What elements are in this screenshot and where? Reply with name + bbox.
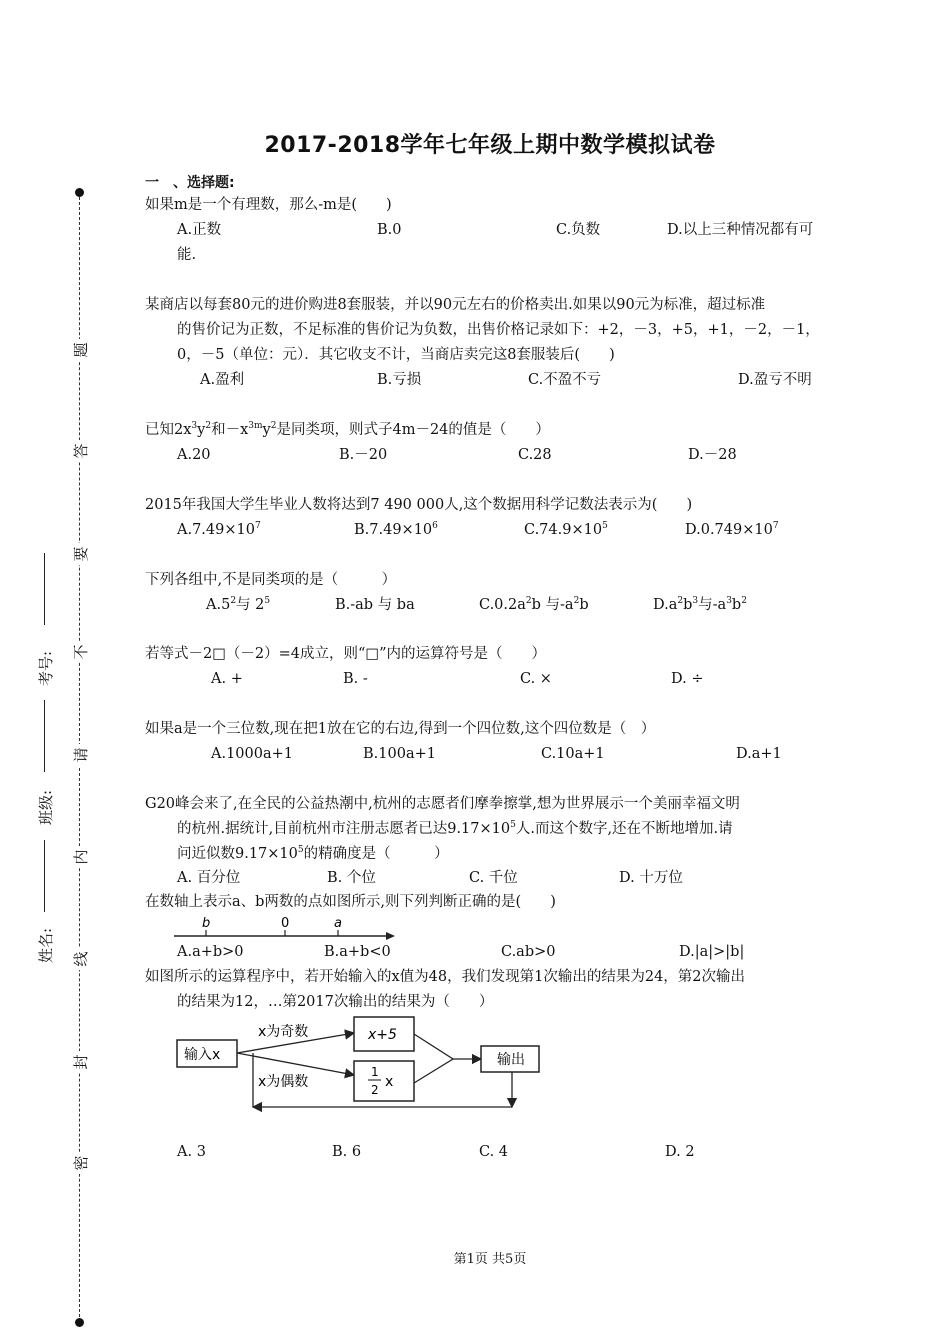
- question-1: [145, 193, 845, 218]
- option-b: B.0: [377, 222, 402, 238]
- option-b: B.－20: [339, 447, 388, 463]
- option-c: $C.0.2a^2b$ 与$-a^2b$: [479, 596, 589, 613]
- even-operation-box: [354, 1061, 414, 1101]
- page-title: 2017-2018学年七年级上期中数学模拟试卷: [264, 133, 716, 158]
- page-footer: 第1页 共5页: [453, 1252, 527, 1267]
- exam-number-blank: [44, 553, 45, 625]
- class-blank: [44, 700, 45, 772]
- option-b: B. 6: [332, 1144, 362, 1160]
- question-7: [145, 717, 845, 742]
- option-c: C.负数: [556, 222, 601, 238]
- question-text: 如果m是一个有理数，那么-m是( ): [145, 197, 392, 213]
- question-text: 在数轴上表示a、b两数的点如图所示,则下列判断正确的是( ): [145, 894, 556, 910]
- option-a: $A.7.49\times 10^7$: [177, 521, 261, 538]
- flowchart-figure: [170, 1013, 550, 1118]
- even-fraction-num: 1: [371, 1065, 379, 1079]
- name-blank: [44, 840, 45, 912]
- odd-condition: x为奇数: [258, 1024, 309, 1040]
- option-d: D.a+1: [736, 746, 782, 762]
- option-a: A.20: [177, 447, 211, 463]
- option-d: D.盈亏不明: [738, 372, 812, 388]
- question-text: 若等式－2□（－2）=4成立，则“□”内的运算符号是（ ）: [145, 646, 547, 662]
- option-d-continuation: 能.: [177, 247, 197, 263]
- option-c: C.不盈不亏: [528, 372, 602, 388]
- option-b: B.a+b<0: [324, 944, 391, 960]
- question-text: 如图所示的运算程序中，若开始输入的x值为48，我们发现第1次输出的结果为24，第2次输出: [145, 969, 746, 985]
- option-d: D. ÷: [671, 671, 704, 687]
- seal-char: 密: [70, 1152, 92, 1174]
- option-d: D.|a|>|b|: [679, 944, 745, 960]
- question-text-cont: 的杭州.据统计,目前杭州市注册志愿者已达$9.17\times 10^5$人.而这个数字,还在不断地增加.请: [177, 820, 733, 837]
- option-c: C. 4: [479, 1144, 509, 1160]
- seal-char: 请: [70, 744, 92, 766]
- question-text: 2015年我国大学生毕业人数将达到7 490 000人,这个数据用科学记数法表示为( ): [145, 497, 693, 513]
- section-heading: 一 、选择题:: [145, 175, 235, 191]
- odd-operation: x+5: [368, 1027, 397, 1043]
- question-2: [145, 293, 845, 368]
- option-a: A.正数: [177, 222, 222, 238]
- question-8: [145, 792, 845, 867]
- even-condition: x为偶数: [258, 1074, 309, 1090]
- number-line-arrow: [386, 932, 395, 940]
- option-c: $C.74.9\times 10^5$: [524, 521, 608, 538]
- question-6: [145, 642, 845, 667]
- option-d: $D.a^2b^3$与$-a^3b^2$: [653, 596, 747, 613]
- question-1-options: [177, 218, 857, 243]
- seal-char: 题: [70, 339, 92, 361]
- option-b: B. 个位: [327, 870, 376, 886]
- question-text-cont: 的结果为12，…第2017次输出的结果为（ ）: [177, 994, 494, 1010]
- question-text: 如果a是一个三位数,现在把1放在它的右边,得到一个四位数,这个四位数是（ ）: [145, 721, 656, 737]
- label-a: a: [334, 916, 342, 931]
- option-d: D. 2: [665, 1144, 695, 1160]
- option-d: D.以上三种情况都有可: [667, 222, 814, 238]
- option-d: $D.0.749\times 10^7$: [685, 521, 779, 538]
- number-line-figure: [172, 915, 397, 943]
- question-text: G20峰会来了,在全民的公益热潮中,杭州的志愿者们摩拳擦掌,想为世界展示一个美丽幸福文明: [145, 796, 740, 812]
- binding-dot-top: [75, 188, 84, 197]
- class-label: 班级:: [37, 789, 56, 826]
- question-text-cont: 0，－5（单位：元）．其它收支不计，当商店卖完这8套服装后( ): [177, 347, 615, 363]
- option-b: B.-ab 与 ba: [335, 597, 415, 613]
- option-a: A. 3: [177, 1144, 206, 1160]
- option-d: D.－28: [688, 447, 737, 463]
- option-b: $B.7.49\times 10^6$: [354, 521, 438, 538]
- question-5: [145, 568, 845, 593]
- question-text: 已知$2x^3y^2$和$-x^{3m}y^2$是同类项，则式子4m－24的值是（ ）: [145, 421, 550, 438]
- option-b: B. -: [343, 671, 368, 687]
- option-a: A.1000a+1: [211, 746, 294, 762]
- seal-char: 要: [70, 543, 92, 565]
- even-fraction-den: 2: [371, 1083, 379, 1097]
- question-text-cont: 问近似数$9.17\times 10^5$的精确度是（ ）: [177, 845, 449, 862]
- label-zero: 0: [281, 916, 290, 931]
- merge-lines: [414, 1034, 453, 1083]
- seal-char: 封: [70, 1051, 92, 1073]
- branch-even-arrow: [237, 1053, 354, 1075]
- seal-char: 内: [70, 846, 92, 868]
- option-a: A.a+b>0: [177, 944, 244, 960]
- option-a: $A.5^2$与 $2^5$: [206, 596, 271, 613]
- name-label: 姓名:: [37, 927, 56, 964]
- seal-char: 答: [70, 440, 92, 462]
- option-c: C.ab>0: [501, 944, 556, 960]
- option-d: D. 十万位: [619, 870, 683, 886]
- option-c: C.10a+1: [541, 746, 605, 762]
- label-b: b: [202, 916, 211, 931]
- question-3: [145, 418, 845, 443]
- question-9: [145, 890, 845, 915]
- option-c: C. ×: [520, 671, 552, 687]
- question-text: 下列各组中,不是同类项的是（ ）: [145, 572, 397, 588]
- option-c: C.28: [518, 447, 552, 463]
- option-a: A. 百分位: [177, 870, 241, 886]
- seal-char: 线: [70, 948, 92, 970]
- even-variable: x: [385, 1074, 394, 1090]
- seal-char: 不: [70, 641, 92, 663]
- option-a: A. +: [211, 671, 243, 687]
- option-b: B.100a+1: [363, 746, 436, 762]
- question-10: [145, 965, 845, 1015]
- input-label: 输入x: [184, 1047, 221, 1063]
- option-a: A.盈利: [200, 372, 245, 388]
- exam-number-label: 考号:: [37, 650, 56, 687]
- output-label: 输出: [497, 1052, 525, 1068]
- option-c: C. 千位: [469, 870, 518, 886]
- question-text-cont: 的售价记为正数，不足标准的售价记为负数，出售价格记录如下：+2，－3，+5，+1，－2，－1，: [177, 322, 820, 338]
- option-b: B.亏损: [377, 372, 422, 388]
- binding-dot-bottom: [75, 1318, 84, 1327]
- question-text: 某商店以每套80元的进价购进8套服装，并以90元左右的价格卖出.如果以90元为标准，超过标准: [145, 297, 766, 313]
- question-4: [145, 493, 845, 518]
